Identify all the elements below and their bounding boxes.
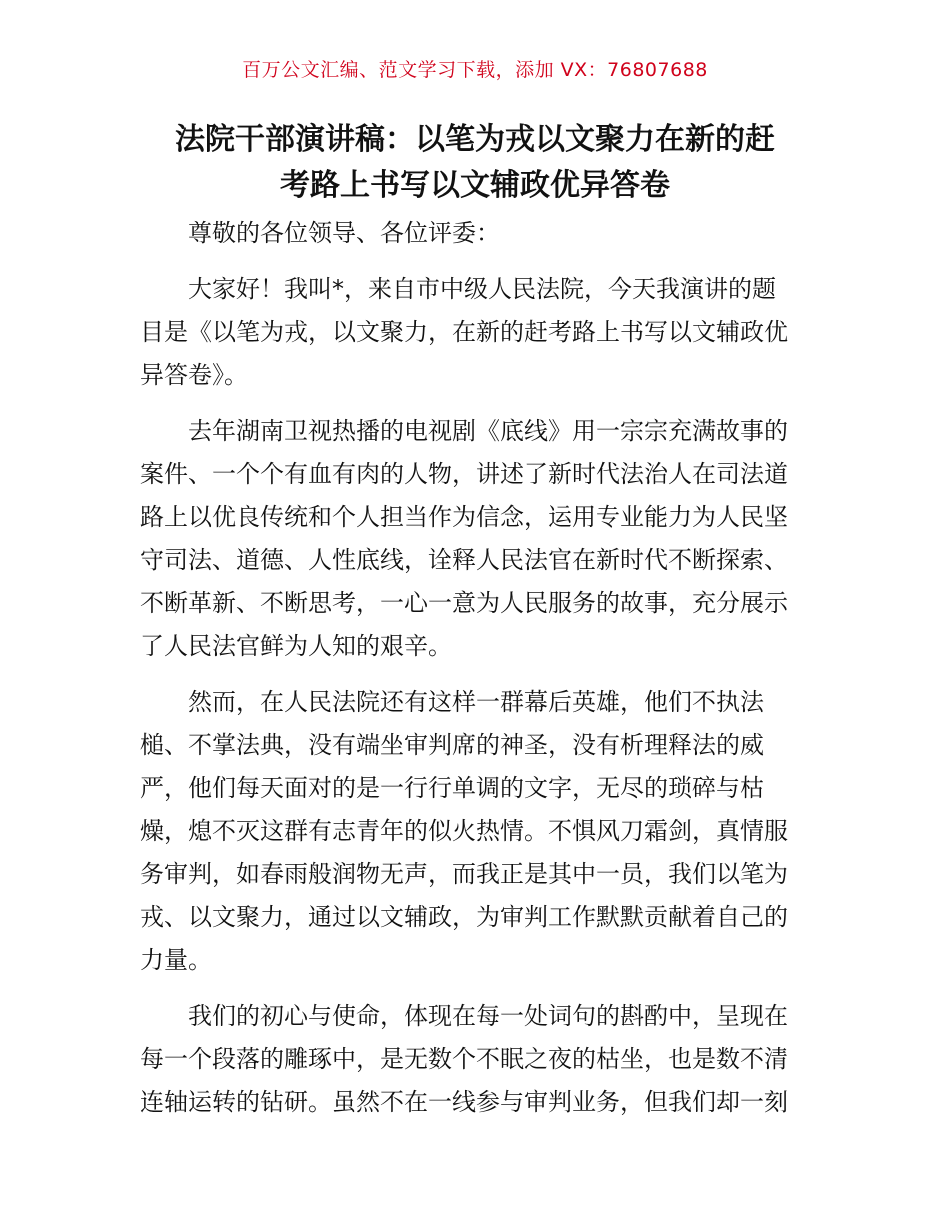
text-line: 每一个段落的雕琢中，是无数个不眠之夜的枯坐，也是数不清 xyxy=(140,1045,788,1073)
text-line: 务审判，如春雨般润物无声，而我正是其中一员，我们以笔为 xyxy=(140,860,788,888)
document-title xyxy=(140,117,810,209)
body-paragraph xyxy=(140,995,812,1124)
text-line: 尊敬的各位领导、各位评委： xyxy=(188,219,500,247)
text-line: 目是《以笔为戎，以文聚力，在新的赶考路上书写以文辅政优 xyxy=(140,318,788,346)
text-line: 案件、一个个有血有肉的人物，讲述了新时代法治人在司法道 xyxy=(140,460,788,488)
text-line: 力量。 xyxy=(140,946,212,974)
text-line: 我们的初心与使命，体现在每一处词句的斟酌中，呈现在 xyxy=(188,1002,788,1030)
salutation-paragraph xyxy=(140,212,812,255)
download-banner: 百万公文汇编、范文学习下载，添加 VX：76807688 xyxy=(242,59,708,81)
text-line: 去年湖南卫视热播的电视剧《底线》用一宗宗充满故事的 xyxy=(188,417,788,445)
title-line: 法院干部演讲稿：以笔为戎以文聚力在新的赶 xyxy=(175,122,775,157)
text-line: 严，他们每天面对的是一行行单调的文字，无尽的琐碎与枯 xyxy=(140,774,764,802)
text-line: 了人民法官鲜为人知的艰辛。 xyxy=(140,632,452,660)
text-line: 大家好！我叫*，来自市中级人民法院，今天我演讲的题 xyxy=(188,275,776,303)
body-paragraph xyxy=(140,681,812,982)
text-line: 槌、不掌法典，没有端坐审判席的神圣，没有析理释法的威 xyxy=(140,731,764,759)
text-line: 戎、以文聚力，通过以文辅政，为审判工作默默贡献着自己的 xyxy=(140,903,788,931)
text-line: 燥，熄不灭这群有志青年的似火热情。不惧风刀霜剑，真情服 xyxy=(140,817,788,845)
text-line: 然而，在人民法院还有这样一群幕后英雄，他们不执法 xyxy=(188,688,764,716)
text-line: 连轴运转的钻研。虽然不在一线参与审判业务，但我们却一刻 xyxy=(140,1088,788,1116)
body-paragraph xyxy=(140,410,812,668)
title-line: 考路上书写以文辅政优异答卷 xyxy=(280,168,670,203)
text-line: 路上以优良传统和个人担当作为信念，运用专业能力为人民坚 xyxy=(140,503,788,531)
text-line: 异答卷》。 xyxy=(140,361,248,389)
intro-paragraph xyxy=(140,268,812,397)
text-line: 守司法、道德、人性底线，诠释人民法官在新时代不断探索、 xyxy=(140,546,788,574)
speech-body xyxy=(140,212,812,1137)
text-line: 不断革新、不断思考，一心一意为人民服务的故事，充分展示 xyxy=(140,589,788,617)
